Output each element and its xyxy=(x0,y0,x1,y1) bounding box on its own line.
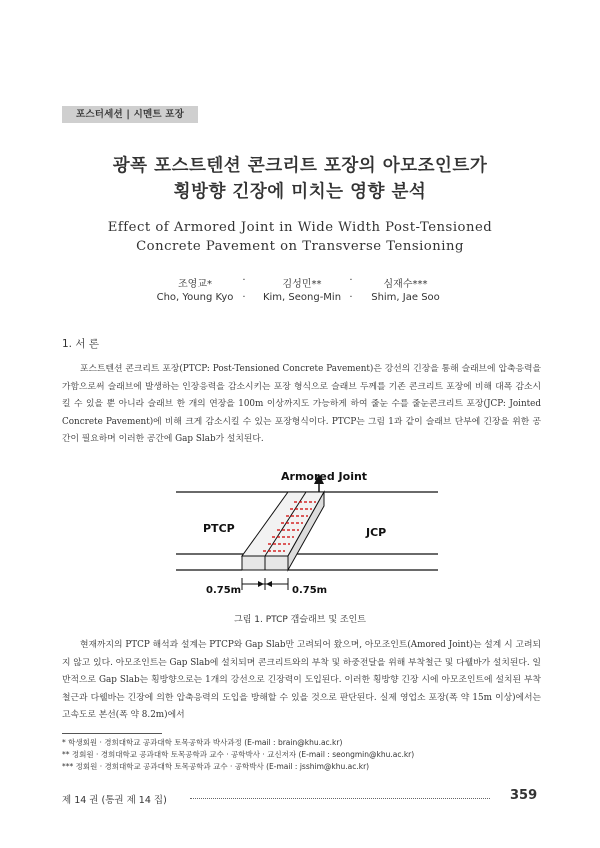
section-heading: 1. 서 론 xyxy=(62,338,99,350)
author-1-en: Cho, Young Kyo xyxy=(156,292,234,303)
title-kr-line2: 횡방향 긴장에 미치는 영향 분석 xyxy=(173,182,427,202)
author-separator: · xyxy=(242,292,246,303)
title-en-line2: Concrete Pavement on Transverse Tensioning xyxy=(136,239,464,254)
footnote-2: ** 정회원 · 경희대학교 공과대학 토목공학과 교수 · 공학박사 · 교신저자 (E-mail : seongmin@khu.ac.kr) xyxy=(62,750,415,759)
dim-arrow xyxy=(258,581,264,587)
dim-arrow xyxy=(266,581,272,587)
author-3-kr: 심재수*** xyxy=(383,279,428,290)
figure-dim-left: 0.75m xyxy=(206,585,242,596)
author-2-en: Kim, Seong-Min xyxy=(262,292,342,303)
footer-leader-dots xyxy=(190,798,490,799)
footnote-rule xyxy=(62,733,162,734)
title-en-line1: Effect of Armored Joint in Wide Width Post-Tensioned xyxy=(107,220,493,235)
author-separator: · xyxy=(349,275,353,286)
session-badge: 포스터세션 | 시멘트 포장 xyxy=(62,106,198,123)
figure-caption: 그림 1. PTCP 갭슬래브 및 조인트 xyxy=(234,615,366,625)
author-separator: · xyxy=(242,275,246,286)
author-separator: · xyxy=(349,292,353,303)
title-kr-line1: 광폭 포스트텐션 콘크리트 포장의 아모조인트가 xyxy=(112,156,488,176)
author-3-en: Shim, Jae Soo xyxy=(371,292,440,303)
footnote-3: *** 정회원 · 경희대학교 공과대학 토목공학과 교수 · 공학박사 (E-mail : jsshim@khu.ac.kr) xyxy=(62,762,370,771)
figure-label-armored-joint: Armored Joint xyxy=(281,470,368,483)
figure-label-ptcp: PTCP xyxy=(203,522,235,535)
figure-label-jcp: JCP xyxy=(366,526,387,539)
page-number: 359 xyxy=(510,788,538,803)
intro-paragraph-2: 현재까지의 PTCP 해석과 설계는 PTCP와 Gap Slab만 고려되어 왔으며, 아모조인트(Amored Joint)는 설계 시 고려되지 않고 있다. 아모조인트는 Gap Slab에 설치되며 콘크리트와의 부착 및 하중전달을 위해 부착철근 및 다웰바가 설치된다. 일반적으로 Gap Slab는 횡방향으로는 1개의 강선으로 긴장력이 도입된다. 이러한 횡방향 긴장 시에 아모조인트에 설치된 부착철근과 다웰바는 긴장에 의한 압축응력의 도입을 방해할 수 있을 것으로 판단된다. 실제 영업소 포장(폭 약 15m 이상)에서는 고속도로 본선(폭 약 8.2m)에서 xyxy=(62,640,541,720)
author-2-kr: 김성민** xyxy=(282,279,322,290)
footer-volume: 제 14 권 (통권 제 14 집) xyxy=(62,795,167,806)
author-1-kr: 조영교* xyxy=(178,279,212,290)
footnote-1: * 학생회원 · 경희대학교 공과대학 토목공학과 박사과정 (E-mail : brain@khu.ac.kr) xyxy=(62,738,343,747)
figure-dim-right: 0.75m xyxy=(292,585,328,596)
intro-paragraph-1: 포스트텐션 콘크리트 포장(PTCP: Post-Tensioned Concrete Pavement)은 강선의 긴장을 통해 슬래브에 압축응력을 가함으로써 슬래브에 발생하는 인장응력을 감소시키는 포장 형식으로 슬래브 두께를 기존 콘크리트 포장에 비해 대폭 감소시킬 수 있을 뿐 아니라 슬래브 한 개의 연장을 100m 이상까지도 가능하게 하여 줄눈 수를 줄눈콘크리트 포장(JCP: Jointed Concrete Pavement)에 비해 크게 감소시킬 수 있는 포장형식이다. PTCP는 그림 1과 같이 슬래브 단부에 긴장을 위한 공간이 필요하며 이러한 공간에 Gap Slab가 설치된다. xyxy=(62,364,541,444)
